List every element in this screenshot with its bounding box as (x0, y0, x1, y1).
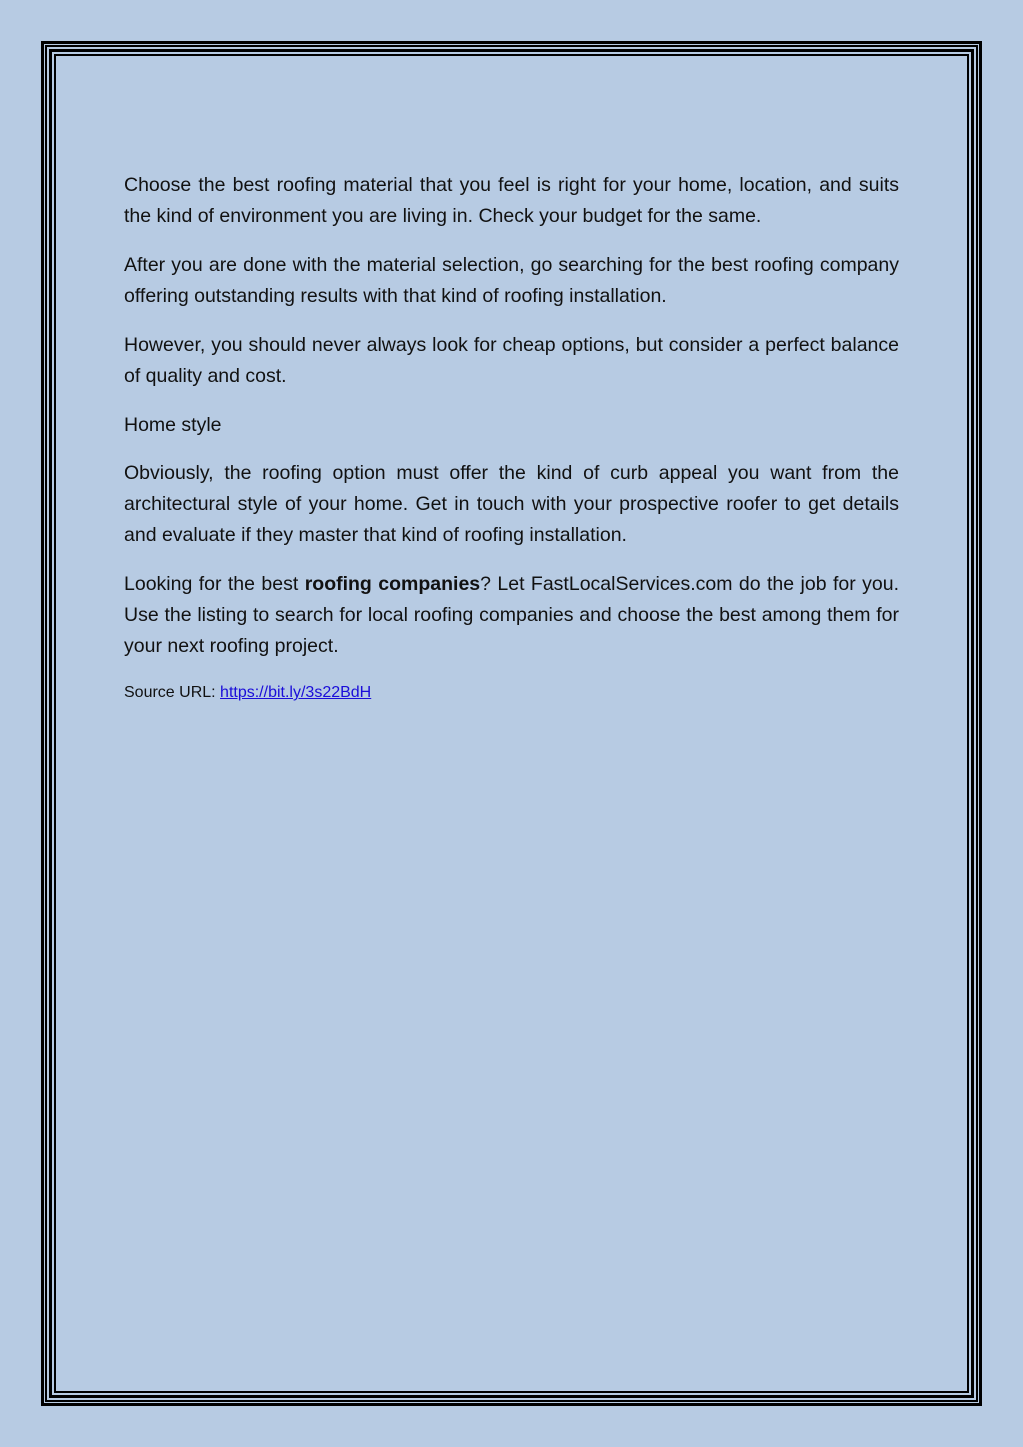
source-label: Source URL: (124, 684, 221, 701)
paragraph-closing (124, 569, 899, 662)
source-link[interactable]: https://bit.ly/3s22BdH (220, 684, 372, 701)
source-line (124, 680, 899, 706)
paragraph-home-style: Obviously, the roofing option must offer the kind of curb appeal you want from the architectural style of your home. Get in touch with your prospective roofer to get details and evaluate if they master that kind of roofing installation. (124, 462, 899, 546)
paragraph-company: After you are done with the material selection, go searching for the best roofing company offering outstanding results with that kind of roofing installation. (124, 254, 899, 307)
document-body (124, 170, 899, 706)
paragraph-cost: However, you should never always look for cheap options, but consider a perfect balance of quality and cost. (124, 334, 899, 387)
paragraph-material: Choose the best roofing material that you feel is right for your home, location, and suits the kind of environment you are living in. Check your budget for the same. (124, 174, 899, 227)
closing-text-end: ? Let FastLocalServices.com do the job for you. Use the listing to search for local roofing companies and choose the best among them for your next roofing project. (124, 573, 900, 657)
closing-bold-keyword: roofing companies (304, 573, 481, 595)
closing-text-start: Looking for the best (124, 573, 305, 595)
section-heading-home-style: Home style (124, 414, 222, 436)
